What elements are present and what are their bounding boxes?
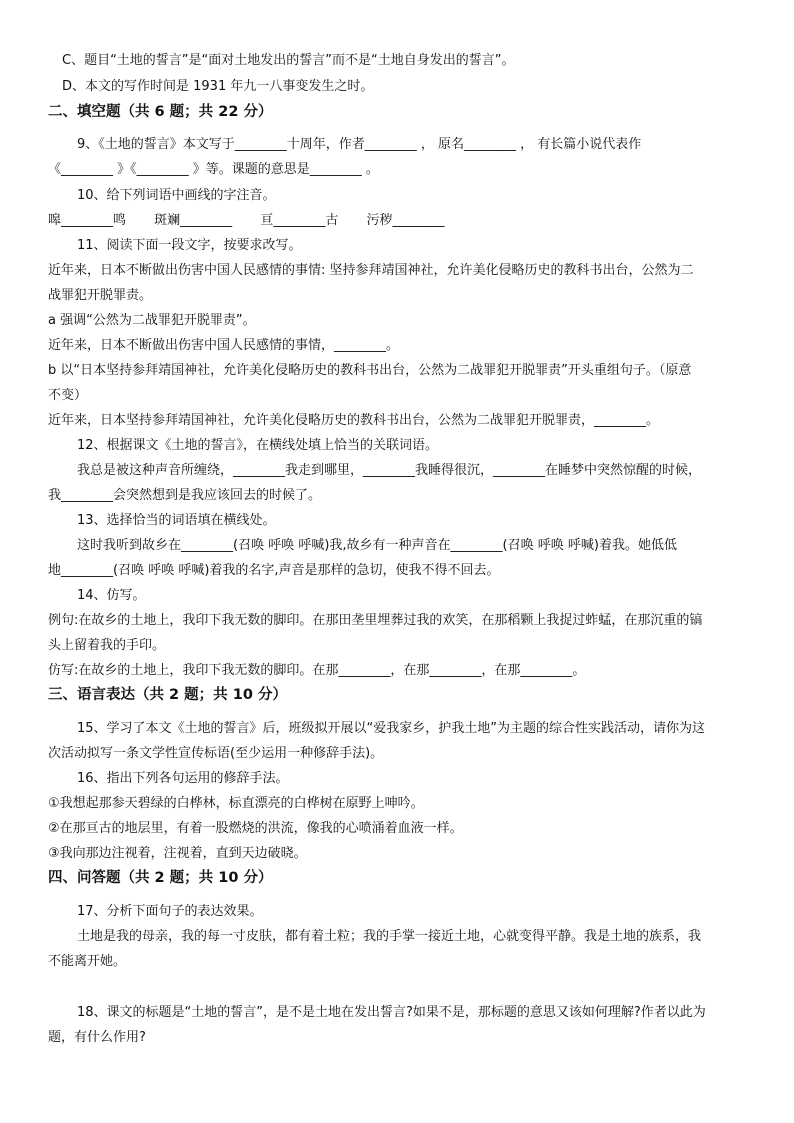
question-11-part-a: a 强调“公然为二战罪犯开脱罪责”。: [48, 313, 256, 328]
question-18-line-1: 18、课文的标题是“土地的誓言”，是不是土地在发出誓言?如果不是，那标题的意思又该如何理解?作者以此为: [77, 1005, 706, 1020]
question-10-words: [48, 212, 748, 230]
question-18-line-2: 题，有什么作用?: [48, 1030, 146, 1045]
question-12: 12、根据课文《土地的誓言》，在横线处填上恰当的关联词语。: [77, 438, 439, 453]
word-hao: 嗥________鸣: [48, 213, 127, 228]
question-11-part-a-answer: 近年来，日本不断做出伤害中国人民感情的事情，________。: [48, 338, 400, 353]
word-wuhui: 污秽________: [366, 213, 445, 228]
question-14-example-1: 例句:在故乡的土地上，我印下我无数的脚印。在那田垄里埋葬过我的欢笑，在那稻颗上我捉过蚱蜢，在那沉重的镐: [48, 613, 703, 628]
question-14: 14、仿写。: [77, 588, 146, 603]
question-11: 11、阅读下面一段文字，按要求改写。: [77, 238, 302, 253]
question-10: 10、给下列词语中画线的字注音。: [77, 188, 276, 203]
question-12-line-2: 我________会突然想到是我应该回去的时候了。: [48, 488, 322, 503]
question-9-line-2: 《________ 》《________ 》等。课题的意思是________ 。: [48, 162, 379, 177]
question-14-answer: 仿写:在故乡的土地上，我印下我无数的脚印。在那________，在那________，在那________。: [48, 663, 586, 678]
question-12-line-1: 我总是被这种声音所缠绕，________我走到哪里，________我睡得很沉，________在睡梦中突然惊醒的时候，: [77, 463, 702, 478]
question-17-line-1: 土地是我的母亲，我的每一寸皮肤，都有着土粒；我的手掌一接近土地，心就变得平静。我是土地的族系，我: [77, 929, 702, 944]
question-17-line-2: 不能离开她。: [48, 954, 127, 969]
question-11-part-b-2: 不变）: [48, 388, 88, 403]
option-d: D、本文的写作时间是 1931 年九一八事变发生之时。: [62, 79, 374, 94]
question-9-line-1: 9、《土地的誓言》本文写于________十周年，作者________ ， 原名________ ， 有长篇小说代表作: [77, 137, 642, 152]
question-16-item-3: ③我向那边注视着，注视着，直到天边破晓。: [48, 846, 307, 861]
word-banlan: 斑斓________: [154, 213, 233, 228]
question-13: 13、选择恰当的词语填在横线处。: [77, 513, 276, 528]
question-13-line-1: 这时我听到故乡在________(召唤 呼唤 呼喊)我,故乡有一种声音在________(召唤 呼唤 呼喊)着我。她低低: [77, 538, 677, 553]
question-15-line-2: 次活动拟写一条文学性宣传标语(至少运用一种修辞手法)。: [48, 746, 384, 761]
option-c: C、题目“土地的誓言”是“面对土地发出的誓言”而不是“土地自身发出的誓言”。: [62, 53, 515, 68]
section-heading-expression: 三、语言表达（共 2 题；共 10 分）: [48, 687, 287, 703]
word-gengu: 亘________古: [260, 213, 339, 228]
question-15-line-1: 15、学习了本文《土地的誓言》后，班级拟开展以“爱我家乡，护我土地”为主题的综合性实践活动，请你为这: [77, 721, 706, 736]
question-17: 17、分析下面句子的表达效果。: [77, 904, 263, 919]
question-16-item-2: ②在那亘古的地层里，有着一股燃烧的洪流，像我的心喷涌着血液一样。: [48, 821, 463, 836]
question-13-line-2: 地________(召唤 呼唤 呼喊)着我的名字,声音是那样的急切，使我不得不回去。: [48, 563, 500, 578]
question-11-part-b-answer: 近年来，日本坚持参拜靖国神社，允许美化侵略历史的教科书出台，公然为二战罪犯开脱罪责，________。: [48, 413, 660, 428]
section-heading-qa: 四、问答题（共 2 题；共 10 分）: [48, 870, 273, 886]
question-16-item-1: ①我想起那参天碧绿的白桦林，标直漂亮的白桦树在原野上呻吟。: [48, 796, 424, 811]
question-11-passage-2: 战罪犯开脱罪责。: [48, 288, 153, 303]
section-heading-fill-blank: 二、填空题（共 6 题；共 22 分）: [48, 104, 273, 120]
question-16: 16、指出下列各句运用的修辞手法。: [77, 771, 289, 786]
question-11-part-b-1: b 以“日本坚持参拜靖国神社，允许美化侵略历史的教科书出台，公然为二战罪犯开脱罪责”开头重组句子。（原意: [48, 363, 692, 378]
question-14-example-2: 头上留着我的手印。: [48, 638, 166, 653]
question-11-passage-1: 近年来，日本不断做出伤害中国人民感情的事情: 坚持参拜靖国神社，允许美化侵略历史的教科书出台，公然为二: [48, 263, 694, 278]
